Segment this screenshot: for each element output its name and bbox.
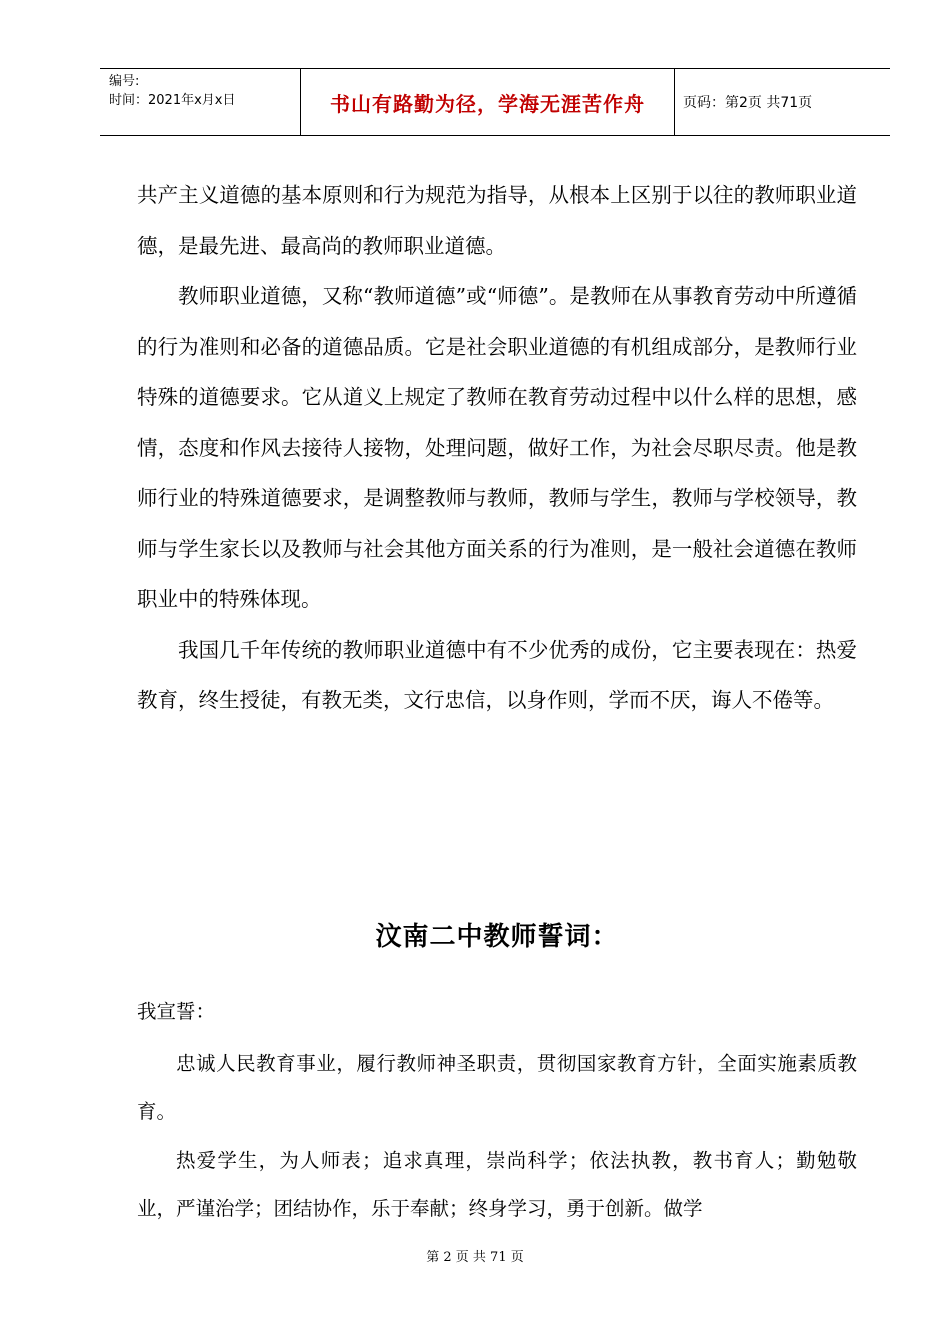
header-motto: 书山有路勤为径，学海无涯苦作舟	[330, 91, 645, 116]
header-page-info: 页码：第2页 共71页	[683, 95, 813, 111]
page-footer: 第 2 页 共 71 页	[426, 1250, 524, 1265]
page-header	[100, 68, 890, 136]
document-body	[137, 170, 857, 726]
document-number-label: 编号:	[109, 74, 140, 89]
body-paragraph: 我国几千年传统的教师职业道德中有不少优秀的成份，它主要表现在：热爱教育，终生授徒，有教无类，文行忠信，以身作则，学而不厌，诲人不倦等。	[137, 637, 857, 712]
oath-paragraph: 忠诚人民教育事业，履行教师神圣职责，贯彻国家教育方针，全面实施素质教育。	[137, 1051, 857, 1123]
oath-section	[137, 988, 857, 1234]
oath-intro: 我宣誓：	[137, 1000, 216, 1023]
document-date-label: 时间：2021年x月x日	[109, 93, 236, 108]
body-paragraph: 共产主义道德的基本原则和行为规范为指导，从根本上区别于以往的教师职业道德，是最先进、最高尚的教师职业道德。	[137, 183, 857, 258]
body-paragraph: 教师职业道德，又称“教师道德”或“师德”。是教师在从事教育劳动中所遵循的行为准则和必备的道德品质。它是社会职业道德的有机组成部分，是教师行业特殊的道德要求。它从道义上规定了教师在教育劳动过程中以什么样的思想，感情，态度和作风去接待人接物，处理问题，做好工作，为社会尽职尽责。他是教师行业的特殊道德要求，是调整教师与教师，教师与学生，教师与学校领导，教师与学生家长以及教师与社会其他方面关系的行为准则，是一般社会道德在教师职业中的特殊体现。	[137, 284, 857, 611]
header-motto-cell	[301, 69, 675, 135]
oath-paragraph: 热爱学生，为人师表；追求真理，崇尚科学；依法执教，教书育人；勤勉敬业，严谨治学；团结协作，乐于奉献；终身学习，勇于创新。做学	[137, 1148, 857, 1220]
header-meta	[100, 69, 301, 135]
header-page-cell	[675, 69, 890, 135]
oath-title: 汶南二中教师誓词：	[375, 922, 619, 952]
